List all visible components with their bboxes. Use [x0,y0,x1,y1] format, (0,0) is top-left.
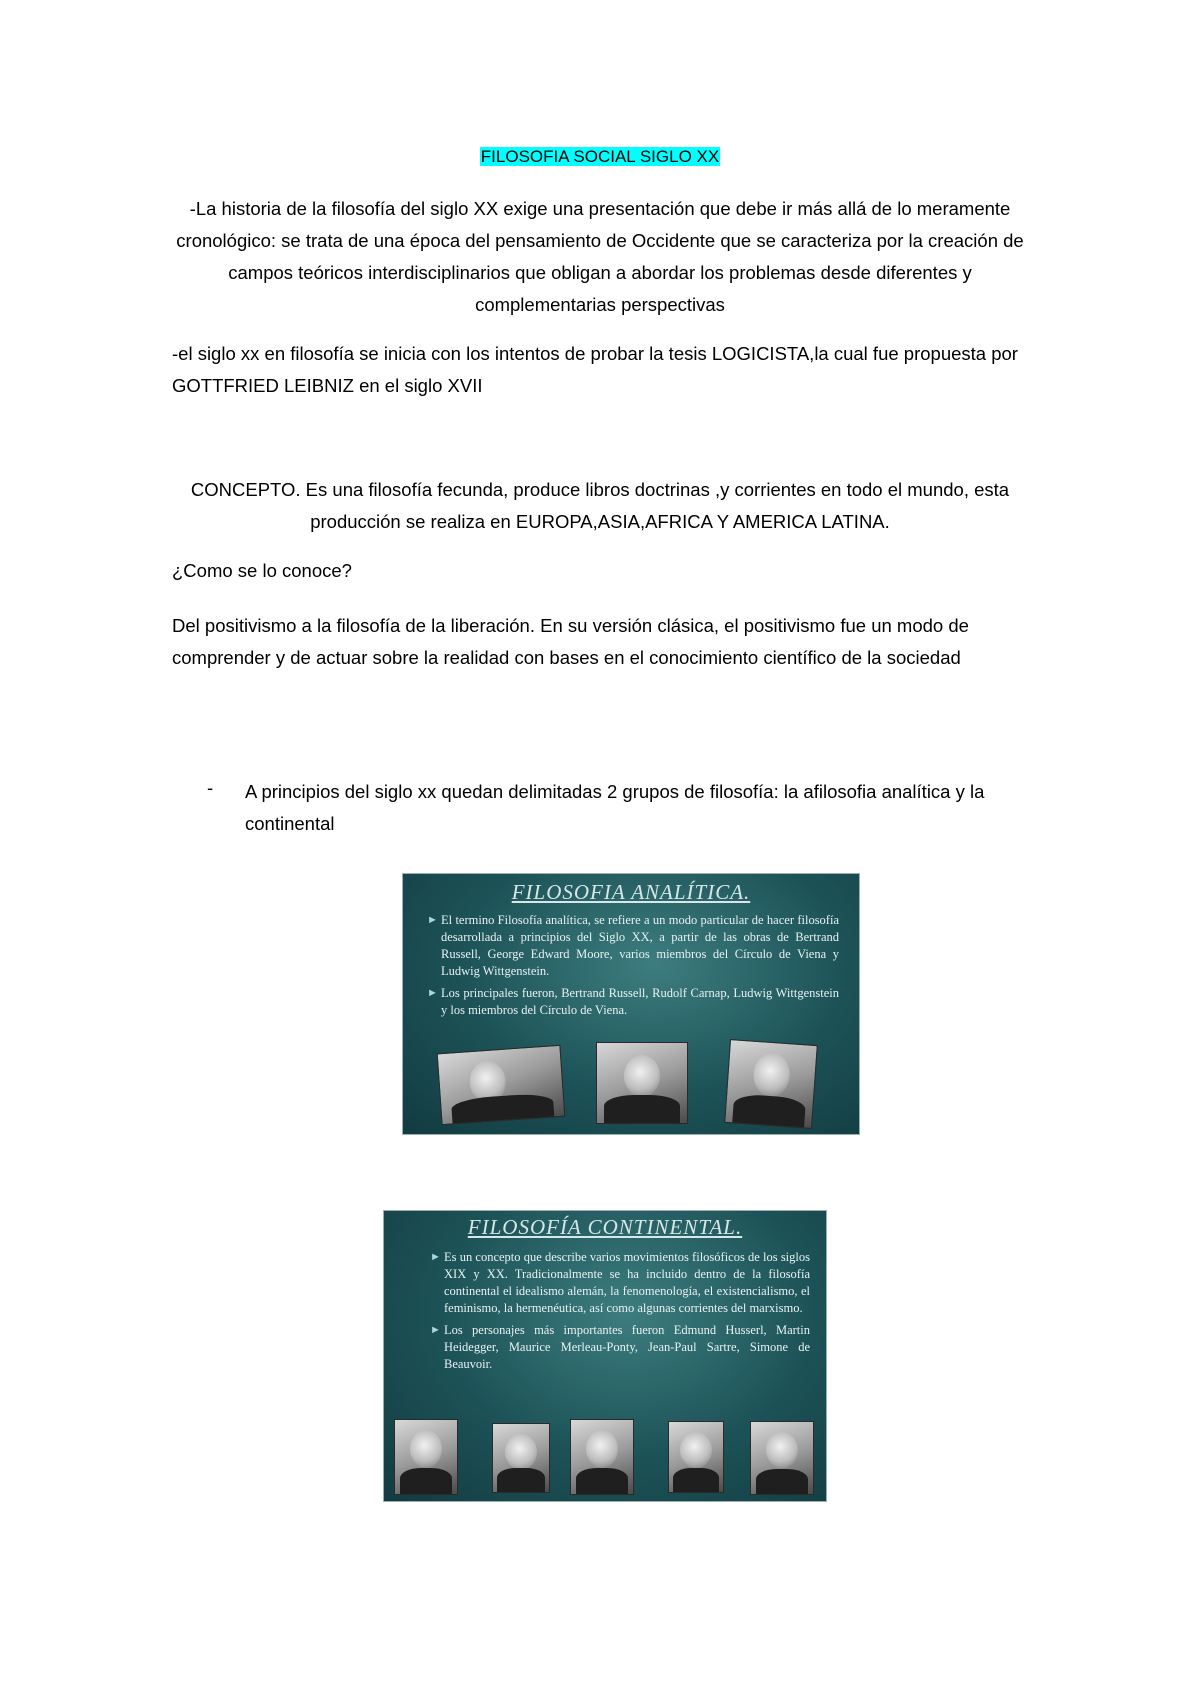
slide-bullet [430,1322,810,1373]
triangle-bullet-icon: ► [427,987,438,999]
logicista-paragraph: -el siglo xx en filosofía se inicia con los intentos de probar la tesis LOGICISTA,la cual fue propuesta por GOTTFRIED LEIBNIZ en el siglo XVII [172,343,1018,396]
portrait-photo [394,1419,458,1495]
bullet-text: A principios del siglo xx quedan delimitadas 2 grupos de filosofía: la afilosofia analítica y la continental [245,781,985,834]
portrait-face [505,1434,537,1470]
portrait-face [766,1432,798,1468]
slide-continental-title: FILOSOFÍA CONTINENTAL. [467,1215,743,1239]
portrait-face [624,1055,660,1097]
slide-bullet [430,1249,810,1317]
document-title [0,147,1200,167]
intro-paragraph: -La historia de la filosofía del siglo XX exige una presentación que debe ir más allá de lo meramente cronológico: se trata de una época del pensamiento de Occidente que se caracteriza por la creación de campos teóricos interdisciplinarios que obligan a abordar los problemas desde diferentes y complementarias perspectivas [176,198,1024,315]
slide-continental-bullets [430,1249,810,1378]
portrait-body [451,1092,555,1124]
portrait-body [732,1094,806,1128]
slide-bullet-text: Es un concepto que describe varios movimientos filosóficos de los siglos XIX y XX. Tradicionalmente se ha incluido dentro de la filosofía continental el idealismo alemán, la fenomenología, el existencialismo, el feminismo, la hermenéutica, así como algunas corrientes del marxismo. [444,1250,810,1315]
concepto-paragraph: CONCEPTO. Es una filosofía fecunda, produce libros doctrinas ,y corrientes en todo el mundo, esta producción se realiza en EUROPA,ASIA,AFRICA Y AMERICA LATINA. [190,479,1010,532]
slide-bullet-text: El termino Filosofía analítica, se refiere a un modo particular de hacer filosofía desarrollada a principios del Siglo XX, a partir de las obras de Bertrand Russell, George Edward Moore, varios miembros del Círculo de Viena y Ludwig Wittgenstein. [441,913,839,978]
portrait-body [497,1468,544,1492]
portrait-body [673,1468,718,1493]
portrait-photo [570,1419,634,1495]
slide-bullet [427,985,839,1019]
question-paragraph: ¿Como se lo conoce? [172,560,352,581]
slide-analitica-title: FILOSOFIA ANALÍTICA. [511,880,751,904]
portrait-photo [596,1042,688,1124]
portrait-body [604,1095,680,1123]
slide-analitica-bullets [427,912,839,1024]
document-title-text: FILOSOFIA SOCIAL SIGLO XX [480,147,720,166]
slide-filosofia-continental [383,1210,827,1502]
portrait-face [410,1430,442,1468]
portrait-photo [668,1421,724,1493]
portrait-face [586,1430,618,1468]
slide-bullet [427,912,839,980]
triangle-bullet-icon: ► [430,1251,441,1263]
slide-bullet-text: Los principales fueron, Bertrand Russell, Rudolf Carnap, Ludwig Wittgenstein y los miembros del Círculo de Viena. [441,986,839,1017]
positivismo-paragraph: Del positivismo a la filosofía de la liberación. En su versión clásica, el positivismo fue un modo de comprender y de actuar sobre la realidad con bases en el conocimiento científico de la sociedad [172,615,969,668]
portrait-body [400,1468,452,1494]
portrait-body [576,1468,628,1494]
portrait-photo [437,1045,566,1125]
portrait-face [680,1432,712,1468]
bullet-marker: - [207,777,214,798]
slide-bullet-text: Los personajes más importantes fueron Edmund Husserl, Martin Heidegger, Maurice Merleau-Ponty, Jean-Paul Sartre, Simone de Beauvoir. [444,1323,810,1371]
portrait-face [752,1052,791,1098]
portrait-photo [492,1423,550,1493]
slide-filosofia-analitica [402,873,860,1135]
triangle-bullet-icon: ► [427,914,438,926]
portrait-photo [750,1421,814,1495]
triangle-bullet-icon: ► [430,1324,441,1336]
portrait-photo [724,1039,818,1129]
portrait-body [756,1469,808,1494]
